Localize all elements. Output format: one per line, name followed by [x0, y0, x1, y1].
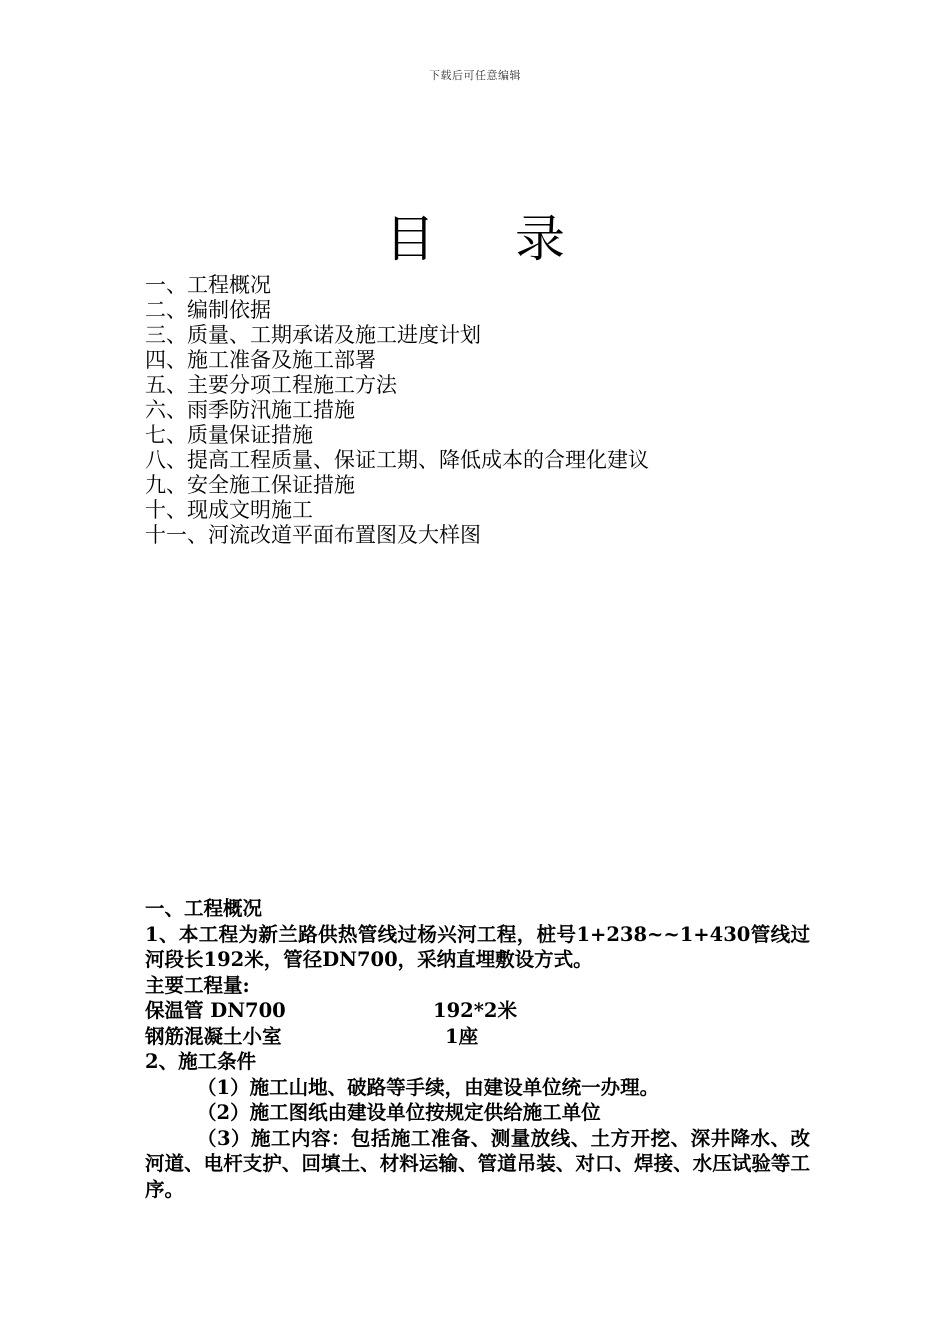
toc-item: 八、提高工程质量、保证工期、降低成本的合理化建议 [145, 448, 649, 472]
quantity-row [145, 1024, 810, 1050]
toc-item: 二、编制依据 [145, 298, 271, 322]
toc-item: 一、工程概况 [145, 273, 271, 297]
quantity-name: 保温管 DN700 [145, 999, 286, 1022]
section-heading: 一、工程概况 [145, 897, 263, 920]
toc-title-char-1: 目 [385, 210, 435, 268]
toc-item: 五、主要分项工程施工方法 [145, 373, 397, 397]
header-note: 下载后可任意编辑 [429, 69, 521, 82]
conditions-heading: 2、施工条件 [145, 1050, 257, 1073]
toc-item: 十、现成文明施工 [145, 498, 313, 522]
toc-item: 七、质量保证措施 [145, 423, 313, 447]
toc-item: 六、雨季防汛施工措施 [145, 398, 355, 422]
quantity-value: 192*2米 [433, 999, 517, 1022]
condition-item: （1）施工山地、破路等手续，由建设单位统一办理。 [197, 1075, 660, 1099]
toc-item: 四、施工准备及施工部署 [145, 348, 376, 372]
quantity-row [145, 998, 810, 1024]
toc-item: 十一、河流改道平面布置图及大样图 [145, 523, 481, 547]
condition-item: （2）施工图纸由建设单位按规定供给施工单位 [197, 1101, 601, 1124]
condition-item: （3）施工内容：包括施工准备、测量放线、土方开挖、深井降水、改河道、电杆支护、回填土、材料运输、管道吊装、对口、焊接、水压试验等工序。 [145, 1126, 810, 1201]
toc-title-char-2: 录 [515, 210, 565, 268]
quantity-name: 钢筋混凝土小室 [145, 1024, 282, 1048]
toc-item: 九、安全施工保证措施 [145, 473, 355, 497]
toc-list [145, 273, 649, 548]
toc-title [0, 208, 950, 270]
project-description: 1、本工程为新兰路供热管线过杨兴河工程，桩号1+238~~1+430管线过河段长192米，管径DN700，采纳直埋敷设方式。 [145, 922, 810, 971]
toc-item: 三、质量、工期承诺及施工进度计划 [145, 323, 481, 347]
quantity-value: 1座 [445, 1024, 479, 1048]
section-project-overview [145, 896, 810, 1202]
quantities-label: 主要工程量: [145, 973, 250, 997]
